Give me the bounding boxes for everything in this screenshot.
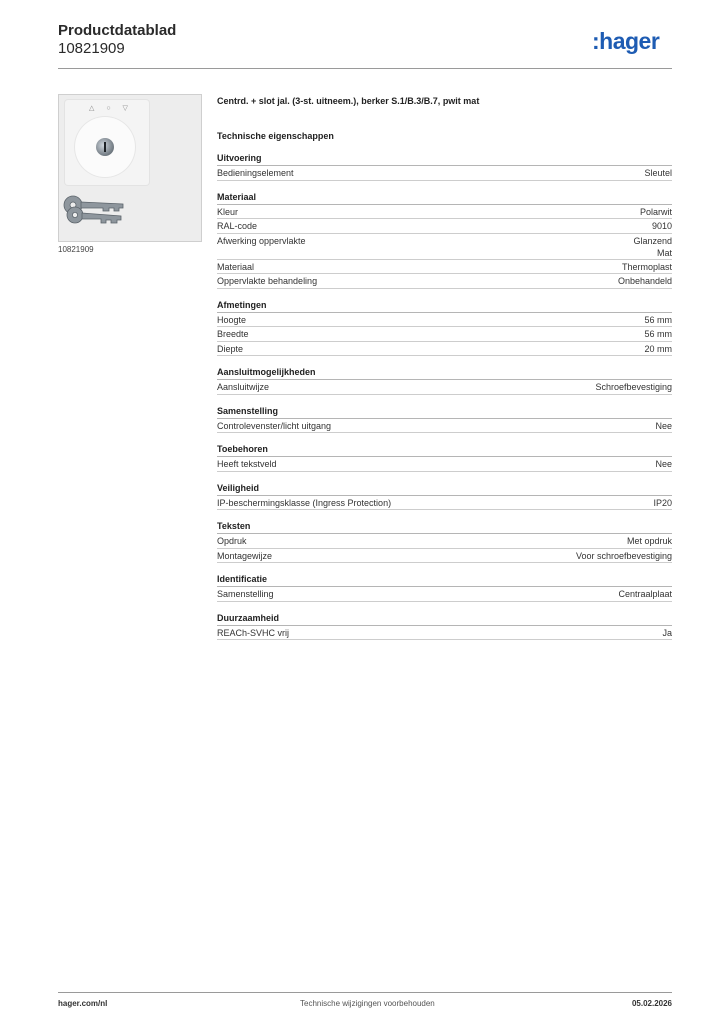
property-label: IP-beschermingsklasse (Ingress Protection) xyxy=(217,497,392,508)
footer-date: 05.02.2026 xyxy=(631,999,672,1008)
property-value xyxy=(627,535,672,548)
property-value-line: 20 mm xyxy=(644,343,672,354)
property-value-line: 56 mm xyxy=(644,314,672,325)
property-value xyxy=(595,381,672,394)
footer-divider xyxy=(58,992,672,993)
property-row xyxy=(217,419,672,434)
property-section xyxy=(217,612,672,641)
property-row xyxy=(217,587,672,602)
property-row xyxy=(217,327,672,342)
property-value xyxy=(618,588,672,601)
property-row xyxy=(217,549,672,564)
image-caption: 10821909 xyxy=(58,245,94,254)
property-value xyxy=(633,235,672,259)
property-value-line: Sleutel xyxy=(644,168,672,178)
document-header xyxy=(58,22,176,58)
property-label: Breedte xyxy=(217,329,249,339)
property-value-line: 56 mm xyxy=(644,329,672,339)
property-value-line: Met opdruk xyxy=(626,536,672,546)
lock-cylinder-icon xyxy=(96,138,114,156)
property-label: Hoogte xyxy=(217,314,247,325)
property-value xyxy=(644,343,672,356)
property-row xyxy=(217,205,672,220)
property-section xyxy=(217,152,672,181)
property-value-line: Polarwit xyxy=(639,206,672,217)
property-label: Bedieningselement xyxy=(217,168,294,178)
property-value-line: Ja xyxy=(662,627,672,638)
property-value-line: Schroefbevestiging xyxy=(595,382,672,392)
direction-symbols: △ ○ ▽ xyxy=(89,105,133,112)
footer-disclaimer: Technische wijzigingen voorbehouden xyxy=(300,999,435,1008)
property-label: Afwerking oppervlakte xyxy=(217,235,306,246)
property-value-line: IP20 xyxy=(653,497,672,508)
property-value xyxy=(644,167,672,180)
section-title: Teksten xyxy=(217,520,672,534)
property-value-line: Mat xyxy=(656,247,672,258)
property-value xyxy=(652,220,672,233)
property-section xyxy=(217,482,672,511)
property-label: Oppervlakte behandeling xyxy=(217,276,318,286)
property-row xyxy=(217,260,672,275)
property-value xyxy=(655,420,672,433)
property-row xyxy=(217,274,672,289)
section-title: Duurzaamheid xyxy=(217,612,672,626)
property-value xyxy=(644,328,672,341)
property-value-line: Glanzend xyxy=(633,235,672,246)
property-value-line: Voor schroefbevestiging xyxy=(575,550,672,561)
property-section xyxy=(217,443,672,472)
property-value-line: Thermoplast xyxy=(621,261,672,272)
section-title: Aansluitmogelijkheden xyxy=(217,366,672,380)
property-label: Heeft tekstveld xyxy=(217,459,277,469)
property-value xyxy=(653,497,672,510)
section-title: Uitvoering xyxy=(217,152,672,166)
property-label: Materiaal xyxy=(217,261,255,272)
property-row xyxy=(217,342,672,357)
property-row xyxy=(217,166,672,181)
product-image xyxy=(58,94,202,242)
property-section xyxy=(217,520,672,563)
section-title: Afmetingen xyxy=(217,299,672,313)
hager-logo: :hager xyxy=(592,28,660,54)
property-value xyxy=(640,206,672,219)
property-section xyxy=(217,573,672,602)
property-value xyxy=(622,261,672,274)
footer-website[interactable]: hager.com/nl xyxy=(58,999,108,1008)
property-value-line: Centraalplaat xyxy=(618,589,672,599)
property-row xyxy=(217,234,672,260)
property-value xyxy=(662,627,672,640)
property-label: Samenstelling xyxy=(217,589,274,599)
property-section xyxy=(217,299,672,357)
property-label: RAL-code xyxy=(217,221,258,231)
product-title: Centrd. + slot jal. (3-st. uitneem.), berker S.1/B.3/B.7, pwit mat xyxy=(217,96,480,106)
section-title: Materiaal xyxy=(217,191,672,205)
plate-disc xyxy=(75,117,135,177)
keys-icon xyxy=(61,191,131,231)
property-value-line: Nee xyxy=(655,420,672,431)
header-divider xyxy=(58,68,672,69)
property-row xyxy=(217,380,672,395)
property-value xyxy=(644,314,672,327)
document-title: Productdatablad xyxy=(58,22,177,39)
section-title: Toebehoren xyxy=(217,443,672,457)
property-value-line: 9010 xyxy=(651,221,672,231)
property-section xyxy=(217,405,672,434)
property-value-line: Nee xyxy=(655,459,672,469)
technical-properties-heading: Technische eigenschappen xyxy=(217,131,334,141)
property-label: REACh-SVHC vrij xyxy=(217,627,290,638)
property-value xyxy=(618,275,672,288)
property-label: Montagewijze xyxy=(217,550,273,561)
section-title: Identificatie xyxy=(217,573,672,587)
property-value xyxy=(576,550,672,563)
section-title: Veiligheid xyxy=(217,482,672,496)
property-row xyxy=(217,496,672,511)
property-row xyxy=(217,534,672,549)
property-value-line: Onbehandeld xyxy=(617,276,672,286)
property-row xyxy=(217,219,672,234)
property-label: Opdruk xyxy=(217,536,247,546)
property-sections xyxy=(217,152,672,640)
property-label: Kleur xyxy=(217,206,239,217)
property-row xyxy=(217,457,672,472)
property-row xyxy=(217,313,672,328)
property-section xyxy=(217,366,672,395)
centre-plate-illustration xyxy=(65,100,149,185)
property-label: Controlevenster/licht uitgang xyxy=(217,420,332,431)
property-label: Diepte xyxy=(217,343,244,354)
property-label: Aansluitwijze xyxy=(217,382,270,392)
product-details xyxy=(217,95,672,640)
property-row xyxy=(217,626,672,641)
document-number: 10821909 xyxy=(58,40,125,57)
property-section xyxy=(217,191,672,289)
section-title: Samenstelling xyxy=(217,405,672,419)
property-value xyxy=(655,458,672,471)
